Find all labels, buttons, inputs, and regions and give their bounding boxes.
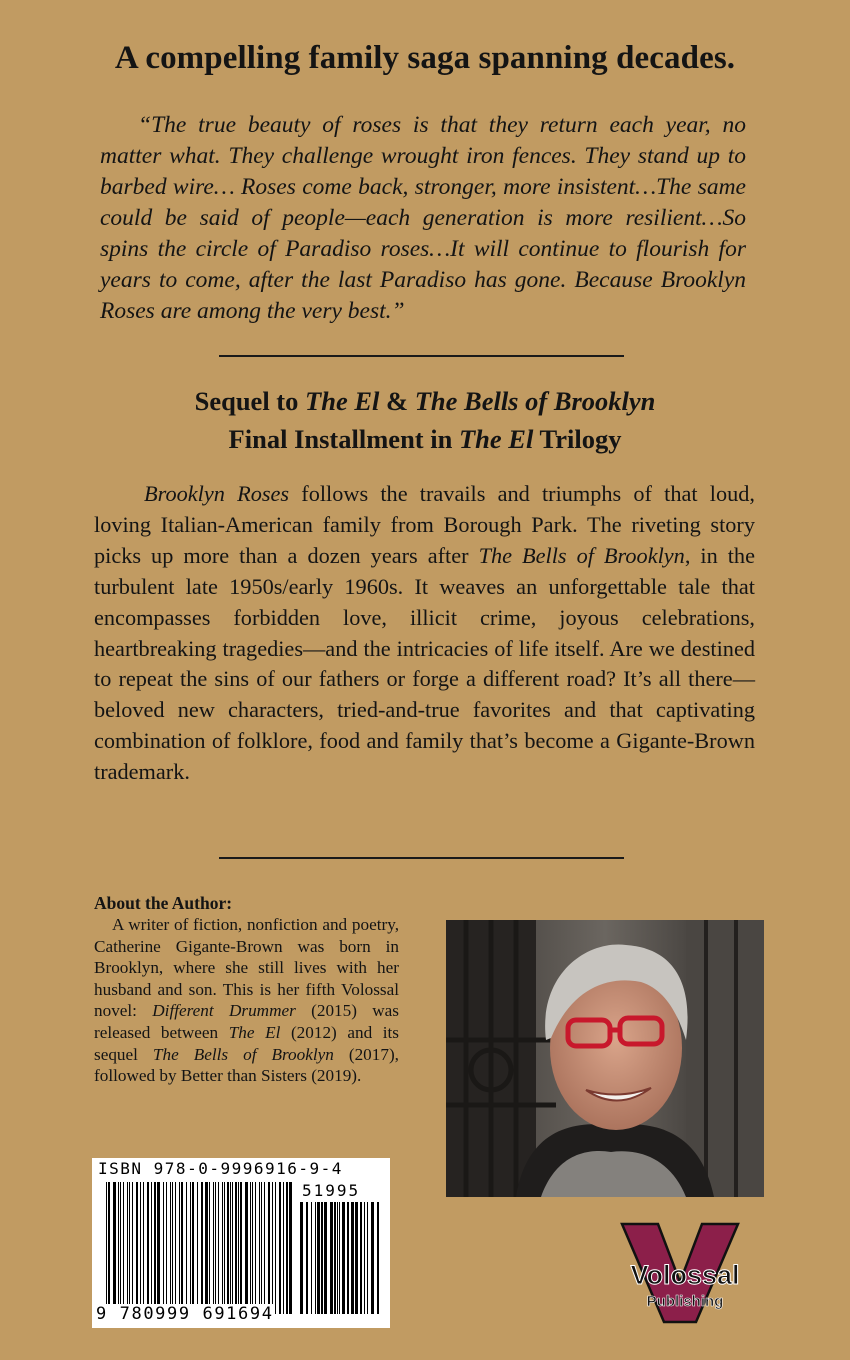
synopsis: [94, 479, 755, 788]
barcode-bar: [330, 1202, 333, 1314]
barcode-bar: [339, 1202, 340, 1314]
bio-text-3: (2012) and its sequel: [94, 1022, 399, 1064]
barcode-bar: [261, 1182, 262, 1314]
synopsis-text-1: follows the travails and triumphs of that loud, loving Italian-American family from Borough Park. The riveting story picks up more than a dozen years after: [94, 481, 755, 568]
barcode-bar: [172, 1182, 173, 1314]
barcode-bar: [272, 1182, 273, 1314]
barcode-bar: [215, 1182, 216, 1314]
barcode-bar: [190, 1182, 191, 1314]
author-photo: [446, 920, 764, 1197]
barcode-bar: [289, 1182, 292, 1314]
barcode-bar: [250, 1182, 251, 1314]
barcode-bar: [275, 1182, 276, 1314]
barcode-bar: [166, 1182, 167, 1314]
synopsis-book-title: Brooklyn Roses: [144, 481, 290, 506]
barcode-bar: [218, 1182, 219, 1314]
barcode-bar: [264, 1182, 265, 1314]
barcode-bar: [127, 1182, 128, 1314]
isbn-barcode: [92, 1158, 390, 1328]
sequel-ampersand: &: [379, 386, 415, 416]
barcode-bar: [283, 1182, 284, 1314]
barcode-bar: [129, 1182, 130, 1314]
barcode-bar: [255, 1182, 256, 1314]
author-bio: [94, 914, 399, 1087]
barcode-bar: [213, 1182, 214, 1314]
logo-v-icon: [600, 1220, 770, 1325]
barcode-bar: [268, 1182, 270, 1314]
barcode-bar: [157, 1182, 160, 1314]
barcode-bar: [197, 1182, 198, 1314]
barcode-bar: [355, 1202, 358, 1314]
barcode-bar: [163, 1182, 164, 1314]
barcode-bar: [192, 1182, 194, 1314]
barcode-bar: [367, 1202, 368, 1314]
pull-quote: “The true beauty of roses is that they return each year, no matter what. They challenge wrought iron fences. They stand up to barbed wire… Roses come back, stronger, more insistent…The same could be said of people—each generation is more resilient…So spins the circle of Paradiso roses…It will continue to flourish for years to come, after the last Paradiso has gone. Because Brooklyn Roses are among the very best.”: [100, 112, 746, 324]
barcode-bar: [279, 1182, 281, 1314]
barcode-bar: [132, 1182, 133, 1314]
bio-title-2: The El: [228, 1022, 281, 1042]
barcode-bar: [364, 1202, 365, 1314]
barcode-bar: [351, 1202, 354, 1314]
author-portrait-image: [446, 920, 764, 1197]
isbn-label: ISBN 978-0-9996916-9-4: [98, 1159, 343, 1178]
barcode-bar: [317, 1202, 320, 1314]
barcode-bar: [120, 1182, 121, 1314]
barcode-bar: [238, 1182, 239, 1314]
barcode-bar: [186, 1182, 187, 1314]
price-code: 51995: [302, 1181, 361, 1200]
barcode-bar: [154, 1182, 156, 1314]
divider-top: [219, 355, 624, 357]
barcode-bar: [209, 1182, 210, 1314]
synopsis-prev-title: The Bells of Brooklyn: [478, 542, 685, 568]
barcode-bar: [259, 1182, 260, 1314]
bio-text-2: (2015) was released between: [94, 1001, 399, 1042]
barcode-bar: [108, 1182, 110, 1314]
barcode-bar: [306, 1202, 308, 1314]
barcode-bar: [201, 1182, 203, 1314]
barcode-bar: [342, 1202, 345, 1314]
barcode-bar: [347, 1202, 349, 1314]
bio-title-1: Different Drummer: [152, 1001, 296, 1021]
bio-title-3: The Bells of Brooklyn: [152, 1044, 334, 1064]
barcode-bar: [371, 1202, 374, 1314]
barcode-bar: [170, 1182, 171, 1314]
barcode-bar: [286, 1182, 288, 1314]
headline: A compelling family saga spanning decades.: [114, 40, 736, 76]
barcode-bar: [321, 1202, 323, 1314]
barcode-bar: [300, 1202, 303, 1314]
barcode-bar: [140, 1182, 141, 1314]
divider-bottom: [219, 857, 624, 859]
barcode-bar: [123, 1182, 124, 1314]
barcode-bar: [315, 1202, 316, 1314]
sequel-prefix: Sequel to: [194, 386, 306, 416]
logo-brand-text: Volossal: [630, 1260, 740, 1290]
trilogy-title: The El: [459, 424, 534, 454]
barcode-bar: [224, 1182, 225, 1314]
barcode-bar: [106, 1182, 107, 1314]
barcode-bar: [240, 1182, 242, 1314]
sequel-line: [0, 386, 850, 417]
ean-digits: 9 780999 691694: [96, 1304, 274, 1324]
bio-text-1: A writer of fiction, nonfiction and poetry, Catherine Gigante-Brown was born in Brooklyn, where she still lives with her husband and son. This is her fifth Volossal novel:: [94, 915, 399, 1021]
barcode-bar: [151, 1182, 152, 1314]
barcode-bar: [181, 1182, 183, 1314]
volossal-publishing-logo: [600, 1220, 770, 1325]
barcode-bar: [252, 1182, 253, 1314]
barcode-bar: [324, 1202, 327, 1314]
trilogy-prefix: Final Installment in: [228, 424, 459, 454]
sequel-title-1: The El: [305, 386, 380, 416]
barcode-bar: [118, 1182, 119, 1314]
synopsis-text-2: , in the turbulent late 1950s/early 1960s. It weaves an unforgettable tale that encompasses forbidden love, illicit crime, joyous celebrations, heartbreaking tragedies—and the intricacies of life itself. Are we destined to repeat the sins of our fathers or forge a different road? It’s all there—beloved new characters, tried-and-true favorites and that captivating combination of folklore, food and family that’s become a Gigante-Brown trademark.: [94, 542, 755, 785]
barcode-bar: [205, 1182, 208, 1314]
barcode-bar: [377, 1202, 379, 1314]
price-barcode-bars: [300, 1202, 384, 1314]
barcode-bar: [222, 1182, 223, 1314]
trilogy-line: [0, 424, 850, 455]
barcode-bar: [147, 1182, 149, 1314]
barcode-bar: [337, 1202, 338, 1314]
barcode-bar: [136, 1182, 138, 1314]
barcode-bar: [360, 1202, 362, 1314]
barcode-bar: [175, 1182, 176, 1314]
barcode-bar: [113, 1182, 116, 1314]
trilogy-suffix: Trilogy: [533, 424, 622, 454]
bio-text-4: (2017), followed by Better than Sisters (2019).: [94, 1044, 399, 1086]
ean-barcode-bars: [106, 1182, 296, 1314]
barcode-bar: [245, 1182, 248, 1314]
barcode-bar: [311, 1202, 312, 1314]
barcode-bar: [334, 1202, 336, 1314]
barcode-bar: [230, 1182, 231, 1314]
barcode-bar: [227, 1182, 229, 1314]
barcode-bar: [232, 1182, 233, 1314]
barcode-bar: [143, 1182, 144, 1314]
author-heading: About the Author:: [94, 893, 233, 913]
sequel-title-2: The Bells of Brooklyn: [414, 386, 656, 416]
barcode-bar: [179, 1182, 180, 1314]
logo-sub-text: Publishing: [646, 1293, 724, 1310]
barcode-bar: [235, 1182, 237, 1314]
